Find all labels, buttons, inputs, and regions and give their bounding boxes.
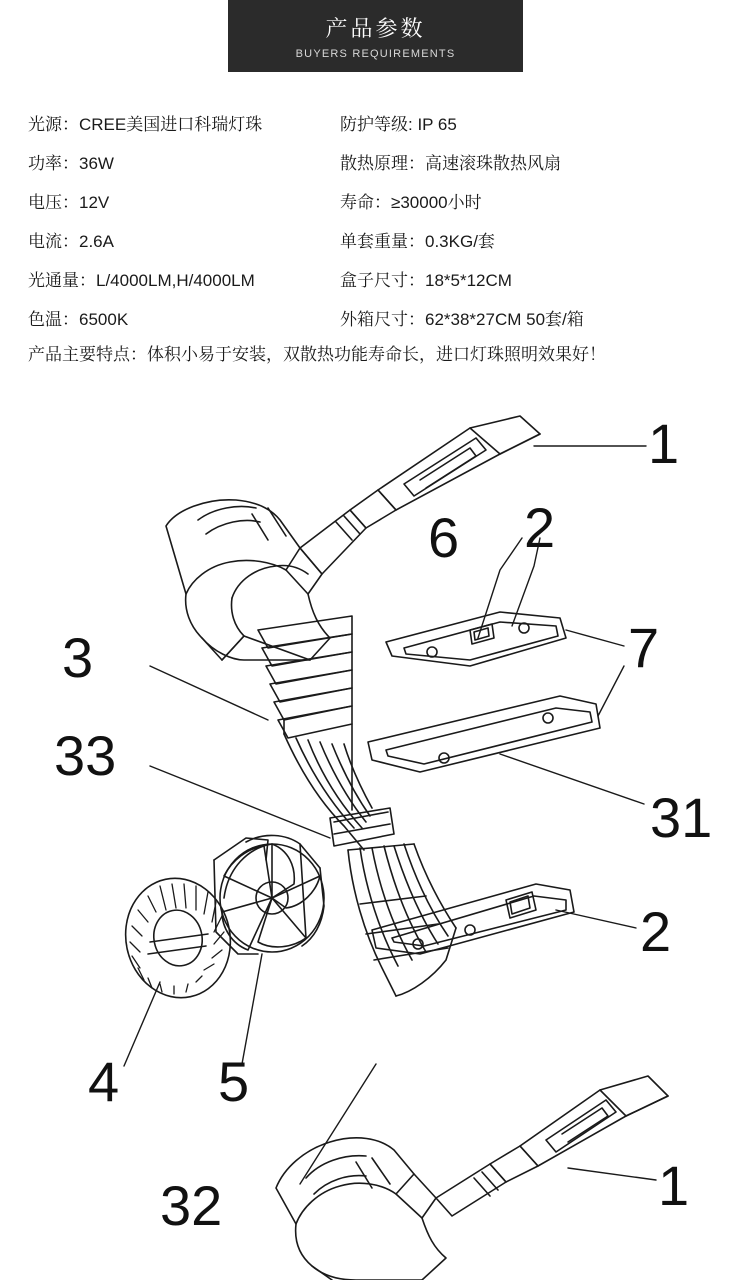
spec-current: 电流：2.6A	[28, 231, 114, 251]
page-title: 产品参数	[325, 16, 426, 41]
callout-7: 7	[628, 616, 660, 679]
callout-33: 33	[54, 724, 117, 787]
callout-6: 6	[428, 506, 460, 569]
product-exploded-diagram	[0, 398, 750, 1280]
spec-power: 功率：36W	[28, 153, 114, 173]
page-header-banner	[228, 0, 523, 72]
spec-lifespan: 寿命：≥30000小时	[340, 192, 482, 212]
spec-row	[0, 183, 750, 222]
spec-ip-rating: 防护等级: IP 65	[340, 114, 457, 134]
spec-row	[0, 300, 750, 339]
spec-light-source: 光源：CREE美国进口科瑞灯珠	[28, 114, 263, 134]
spec-carton-size: 外箱尺寸：62*38*27CM 50套/箱	[340, 309, 584, 329]
callout-31: 31	[650, 786, 713, 849]
spec-row	[0, 144, 750, 183]
spec-row	[0, 105, 750, 144]
callout-32: 32	[160, 1174, 223, 1237]
callout-5: 5	[218, 1050, 250, 1113]
callout-1-top: 1	[648, 412, 680, 475]
spec-luminous-flux: 光通量：L/4000LM,H/4000LM	[28, 270, 255, 290]
exploded-view-drawing	[0, 398, 750, 1280]
spec-voltage: 电压：12V	[28, 192, 110, 212]
callout-2-upper: 2	[524, 496, 556, 559]
spec-box-size: 盒子尺寸：18*5*12CM	[340, 270, 512, 290]
callout-4: 4	[88, 1050, 120, 1113]
callout-2-lower: 2	[640, 900, 672, 963]
page-subtitle: BUYERS REQUIREMENTS	[295, 48, 456, 60]
callout-3: 3	[62, 626, 94, 689]
spec-weight: 单套重量：0.3KG/套	[340, 231, 495, 251]
spec-row	[0, 261, 750, 300]
specifications-table	[0, 105, 750, 366]
spec-color-temperature: 色温：6500K	[28, 309, 129, 329]
spec-cooling: 散热原理：高速滚珠散热风扇	[340, 153, 561, 173]
spec-row	[0, 222, 750, 261]
callout-1-bottom: 1	[658, 1154, 690, 1217]
spec-features-note: 产品主要特点：体积小易于安装，双散热功能寿命长，进口灯珠照明效果好！	[28, 345, 606, 364]
